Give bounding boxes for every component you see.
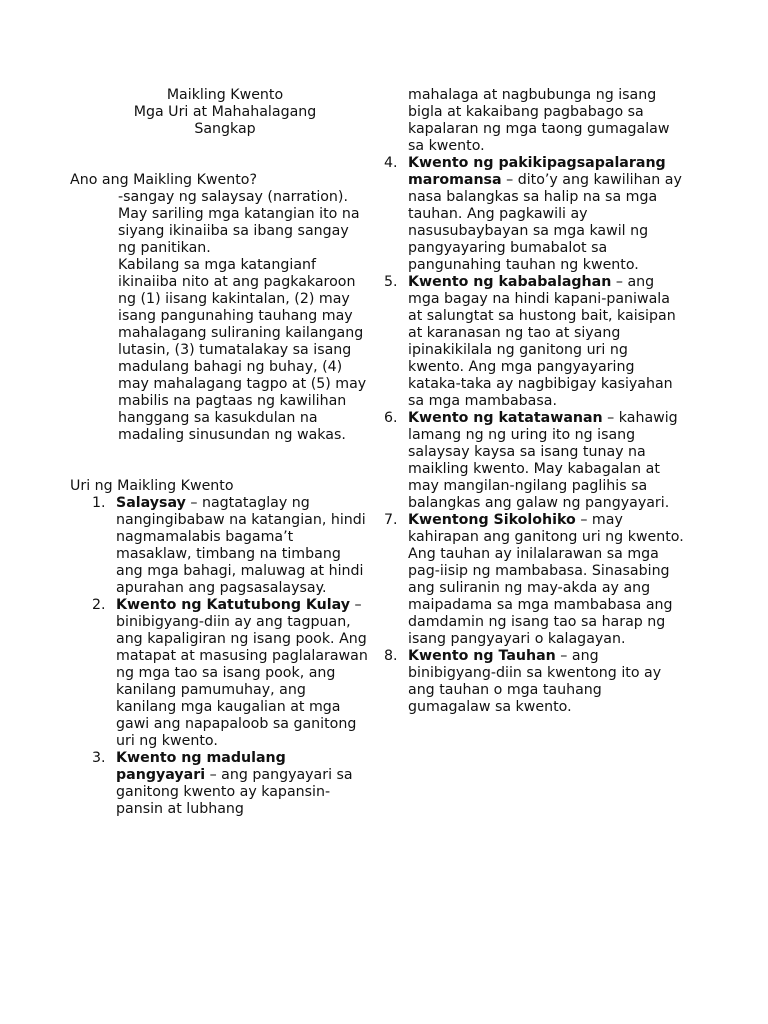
types-list-left xyxy=(70,495,370,818)
item-3-continued: mahalaga at nagbubunga ng isang bigla at kakaibang pagbabago sa kapalaran ng mga taong gumagalaw sa kwento. xyxy=(408,87,670,154)
definition-paragraph-1: -sangay ng salaysay (narration). May sariling mga katangian ito na siyang ikinaiiba sa ibang sangay ng panitikan. xyxy=(118,189,360,256)
item-text: – nagtataglay ng nangingibabaw na katangian, hindi nagmamalabis bagama’t masaklaw, timbang na timbang ang mga bahagi, maluwag at hindi apurahan ang pagsasalaysay. xyxy=(116,495,366,596)
item-text: – binibigyang-diin ay ang tagpuan, ang kapaligiran ng isang pook. Ang matapat at masusing paglalarawan ng mga tao sa isang pook, ang kanilang pamumuhay, ang kanilang mga kaugalian at mga gawi ang napapaloob sa ganitong uri ng kwento. xyxy=(116,597,368,749)
types-list-right xyxy=(384,155,684,716)
item-number: 2. xyxy=(92,597,106,613)
item-text: – ang binibigyang-diin sa kwentong ito ay ang tauhan o mga tauhang gumagalaw sa kwento. xyxy=(408,648,662,715)
item-term: Kwentong Sikolohiko xyxy=(408,512,576,528)
item-term: Kwento ng pakikipagsapalarang maromansa xyxy=(408,155,666,188)
list-item xyxy=(384,512,684,648)
item-term: Kwento ng Katutubong Kulay xyxy=(116,597,351,613)
list-item xyxy=(70,495,370,597)
title-line-3: Sangkap xyxy=(194,121,256,137)
item-number: 4. xyxy=(384,155,398,171)
list-item xyxy=(384,648,684,716)
item-term: Kwento ng Tauhan xyxy=(408,648,556,664)
document-title xyxy=(70,87,370,138)
item-term: Salaysay xyxy=(116,495,186,511)
definition-body xyxy=(70,189,370,444)
item-number: 5. xyxy=(384,274,398,290)
item-term: Kwento ng katatawanan xyxy=(408,410,603,426)
item-text: – ang mga bagay na hindi kapani-paniwala at salungtat sa hustong bait, kaisipan at karanasan ng tao at siyang ipinakikilala ng ganitong uri ng kwento. Ang mga pangyayaring kataka-taka ay nagbibigay kasiyahan sa mga mambabasa. xyxy=(408,274,676,409)
definition-paragraph-2: Kabilang sa mga katangianf ikinaiiba nito at ang pagkakaroon ng (1) iisang kakintalan, (2) may isang pangunahing tauhang may mahalagang suliraning kailangang lutasin, (3) tumatalakay sa isang madulang bahagi ng buhay, (4) may mahalagang tagpo at (5) may mabilis na pagtaas ng kawilihan hanggang sa kasukdulan na madaling sinusundan ng wakas. xyxy=(118,257,367,443)
item-text: – ang pangyayari sa ganitong kwento ay kapansin-pansin at lubhang xyxy=(116,767,353,817)
item-number: 7. xyxy=(384,512,398,528)
list-item xyxy=(384,274,684,410)
item-text: – may kahirapan ang ganitong uri ng kwento. Ang tauhan ay inilalarawan sa mga pag-iisip ng mambabasa. Sinasabing ang suliranin ng may-akda ay ang maipadama sa mga mambabasa ang damdamin ng isang tao sa harap ng isang pangyayari o kalagayan. xyxy=(408,512,684,647)
definition-heading: Ano ang Maikling Kwento? xyxy=(70,172,257,188)
item-term: Kwento ng madulang pangyayari xyxy=(116,750,286,783)
item-number: 6. xyxy=(384,410,398,426)
item-term: Kwento ng kababalaghan xyxy=(408,274,612,290)
right-column xyxy=(384,87,684,716)
item-text: – kahawig lamang ng ng uring ito ng isang salaysay kaysa sa isang tunay na maikling kwento. May kabagalan at may mangilan-ngilang paglihis sa balangkas ang galaw ng pangyayari. xyxy=(408,410,678,511)
list-item xyxy=(384,155,684,274)
list-item xyxy=(70,597,370,750)
item-number: 1. xyxy=(92,495,106,511)
left-column xyxy=(70,87,370,818)
list-item xyxy=(384,410,684,512)
item-number: 3. xyxy=(92,750,106,766)
types-heading: Uri ng Maikling Kwento xyxy=(70,478,234,494)
title-line-2: Mga Uri at Mahahalagang xyxy=(133,104,317,120)
title-line-1: Maikling Kwento xyxy=(166,87,284,103)
item-text: – dito’y ang kawilihan ay nasa balangkas sa halip na sa mga tauhan. Ang pagkawili ay nasusubaybayan sa mga kawil ng pangyayaring bumabalot sa pangunahing tauhan ng kwento. xyxy=(408,172,682,273)
list-item xyxy=(70,750,370,818)
item-number: 8. xyxy=(384,648,398,664)
